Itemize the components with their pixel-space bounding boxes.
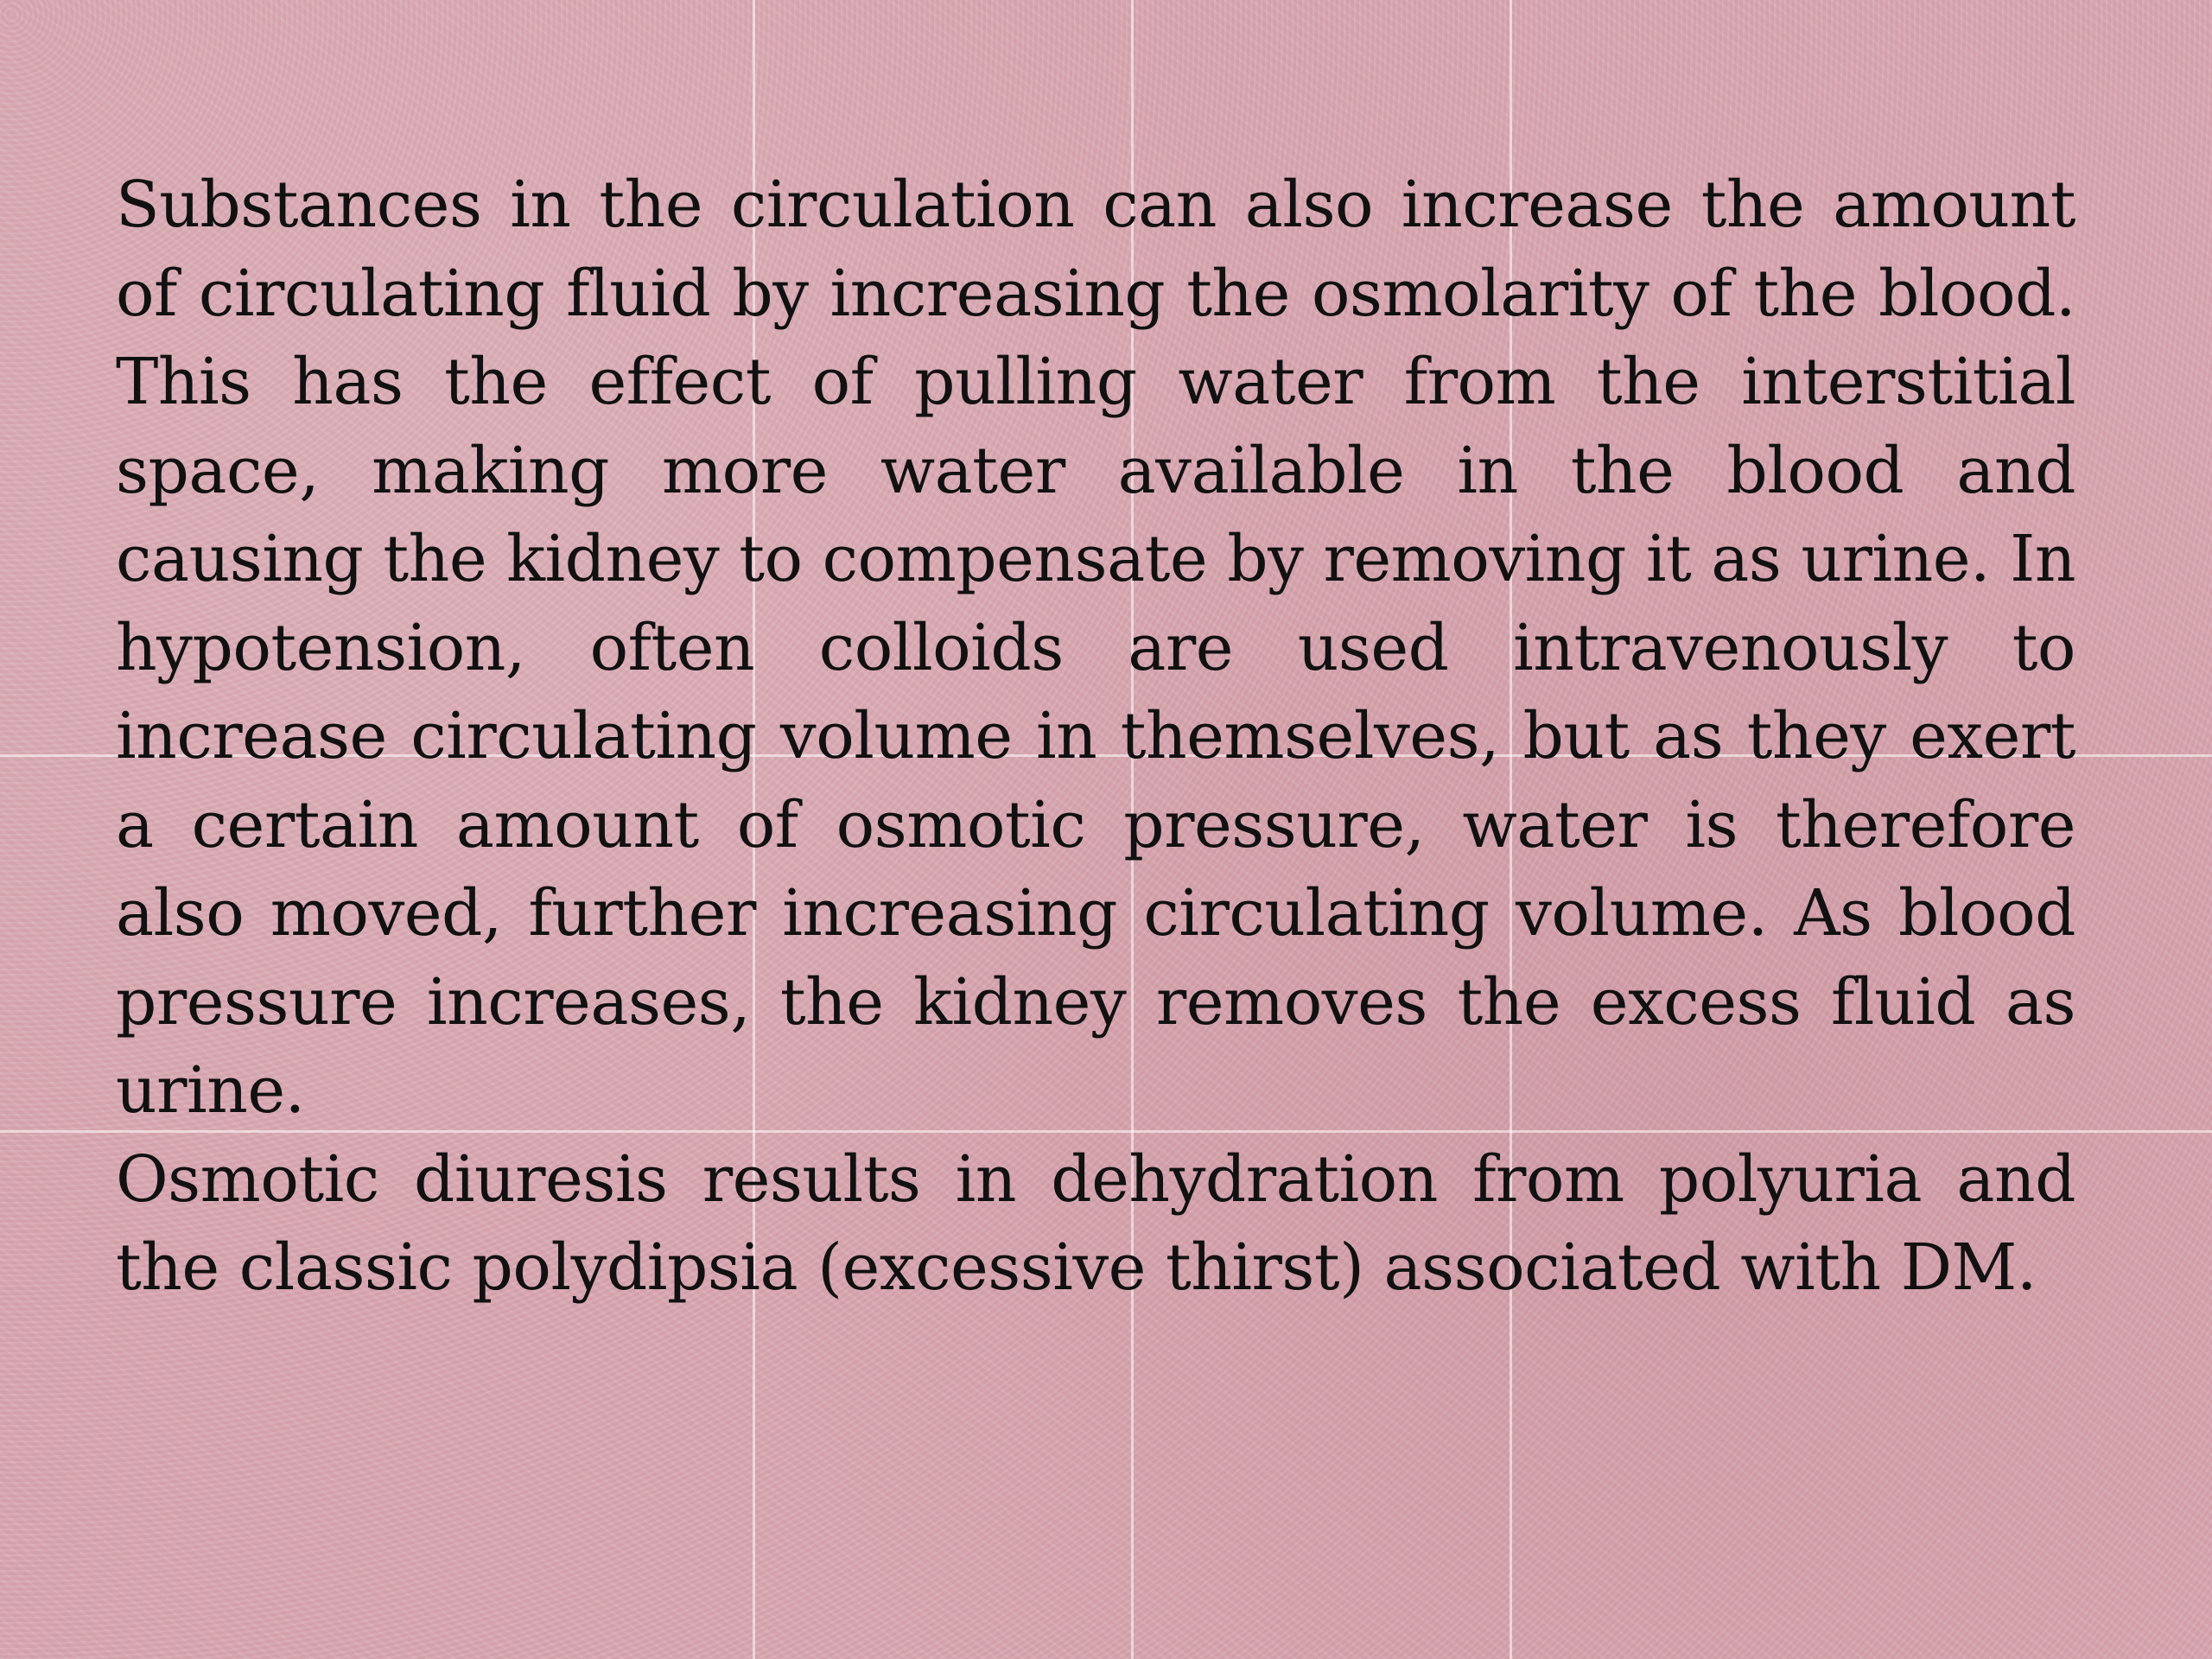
body-paragraph: Osmotic diuresis results in dehydration from polyuria and the classic polydipsia (excessive thirst) associated with DM.: [116, 1141, 2075, 1305]
slide-body-text: [116, 161, 2075, 1313]
body-paragraph: Substances in the circulation can also increase the amount of circulating fluid by increasing the osmolarity of the blood. This has the effect of pulling water from the interstitial space, making more water available in the blood and causing the kidney to compensate by removing it as urine. In hypotension, often colloids are used intravenously to increase circulating volume in themselves, but as they exert a certain amount of osmotic pressure, water is therefore also moved, further increasing circulating volume. As blood pressure increases, the kidney removes the excess fluid as urine.: [116, 168, 2075, 1128]
